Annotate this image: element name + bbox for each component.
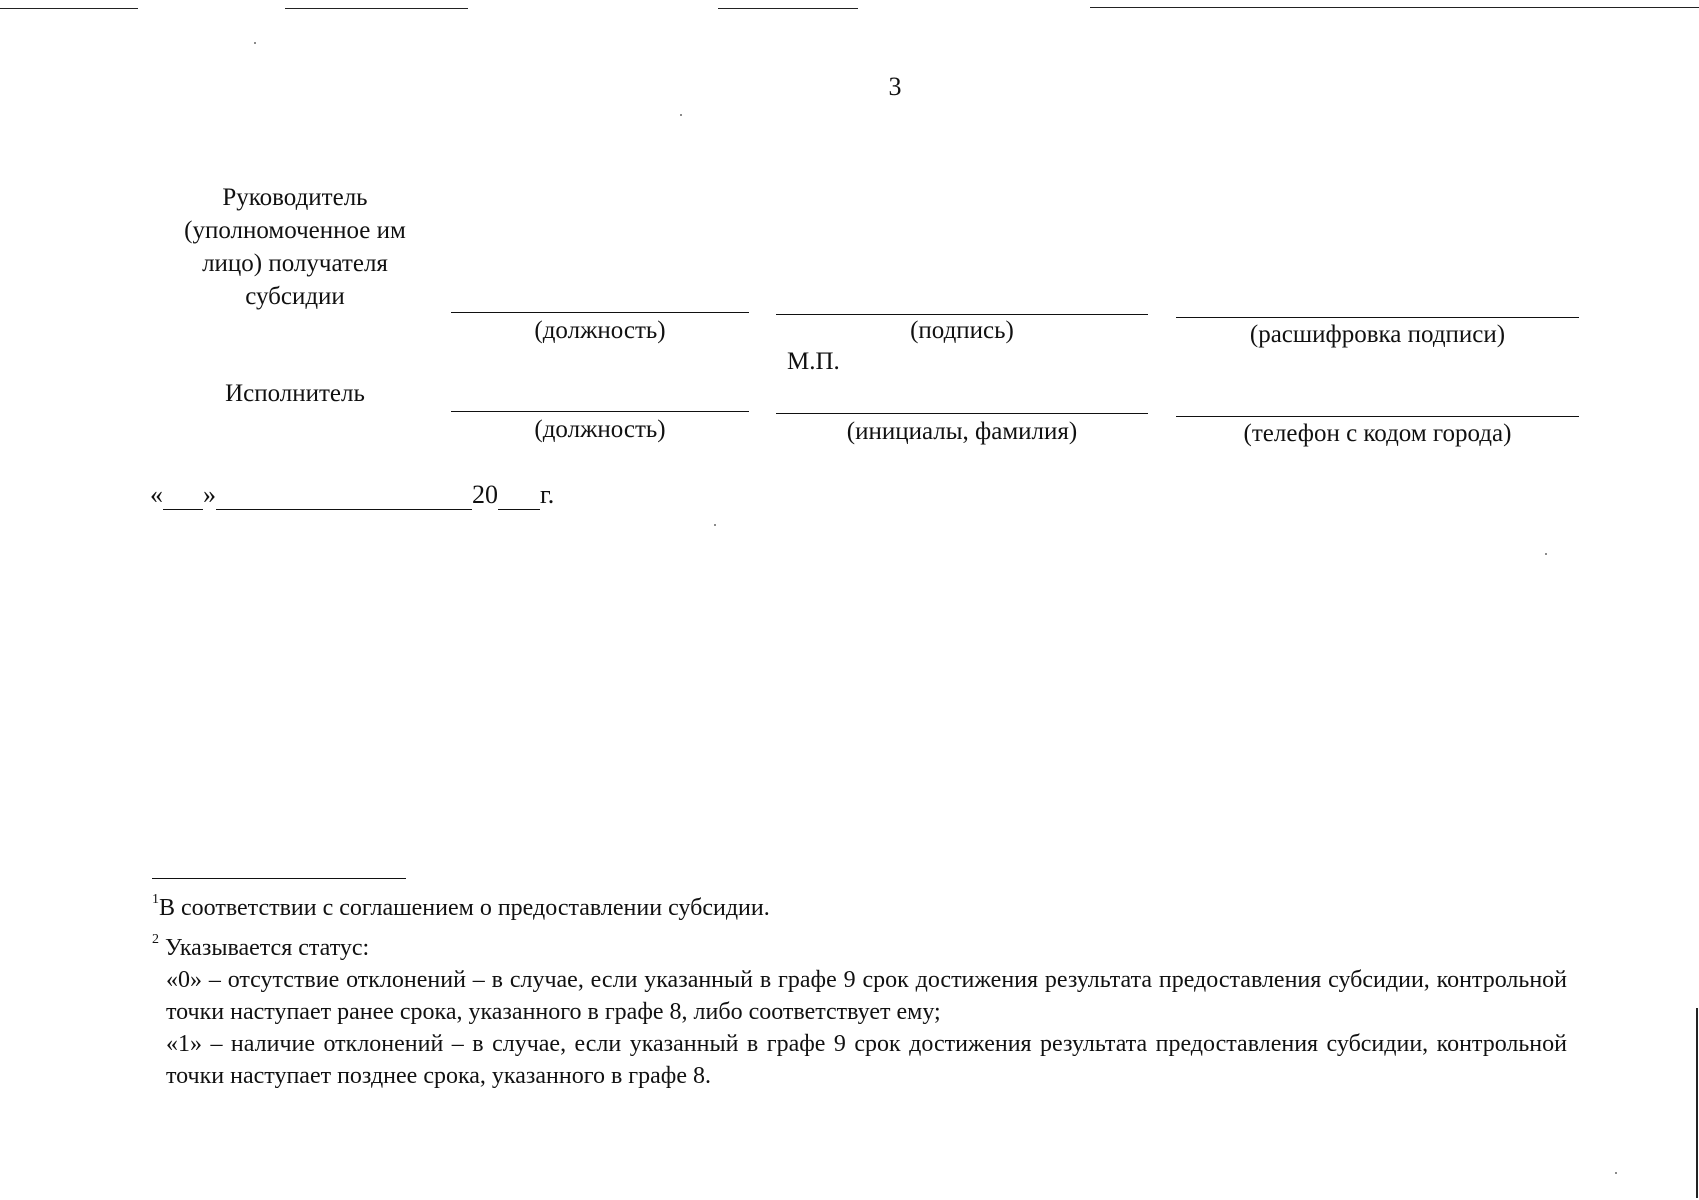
position-signature-line (451, 312, 749, 313)
signer-title-line: Руководитель (222, 184, 368, 211)
executor-position-line (451, 411, 749, 412)
status-1-definition: «1» – наличие отклонений – в случае, если указанный в графе 9 срок достижения результата предоставления субсидии, контрольной точки наступает позднее срока, указанного в графе 8. (166, 1031, 1567, 1089)
executor-phone-line (1176, 416, 1579, 417)
scan-speck (680, 114, 682, 116)
executor-name-caption: (инициалы, фамилия) (846, 418, 1078, 445)
date-line (150, 480, 554, 510)
signer-title-line: (уполномоченное им (184, 217, 406, 244)
signer-title-line: лицо) получателя (202, 250, 388, 277)
executor-phone-caption: (телефон с кодом города) (1243, 420, 1512, 447)
page-number: 3 (888, 72, 902, 101)
position-caption: (должность) (534, 317, 666, 344)
month-blank (216, 481, 472, 510)
footnote-text: В соответствии с соглашением о предоставлении субсидии. (159, 895, 770, 921)
scan-edge-artifact-right (1696, 1008, 1698, 1198)
scan-speck (714, 524, 716, 526)
executor-position-caption: (должность) (534, 416, 666, 443)
footnotes (152, 884, 1567, 1092)
signature-decoding-line (1176, 317, 1579, 318)
year-prefix: 20 (472, 480, 498, 509)
date-open-quote: « (150, 480, 163, 509)
signer-title (150, 181, 440, 313)
scan-speck (1615, 1172, 1617, 1174)
scan-speck (1545, 553, 1547, 555)
day-blank (163, 481, 203, 510)
status-0-definition: «0» – отсутствие отклонений – в случае, если указанный в графе 9 срок достижения результата предоставления субсидии, контрольной точки наступает ранее срока, указанного в графе 8, либо соответствует ему; (166, 967, 1567, 1025)
year-suffix: г. (540, 480, 555, 509)
year-blank (498, 481, 540, 510)
executor-name-line (776, 413, 1148, 414)
footnote-marker: 1 (152, 892, 159, 907)
signature-line (776, 314, 1148, 315)
stamp-mark: М.П. (787, 348, 840, 375)
scan-edge-artifact (0, 6, 1699, 10)
footnote-text: Указывается статус: (165, 935, 370, 961)
footnote-separator (152, 878, 406, 879)
signer-title-line: субсидии (245, 283, 345, 310)
signature-caption: (подпись) (910, 317, 1014, 344)
footnote-marker: 2 (152, 932, 159, 947)
footnote-1 (152, 884, 1567, 924)
footnote-2 (152, 924, 1567, 964)
date-close-quote: » (203, 480, 216, 509)
scan-speck (254, 42, 256, 44)
signature-decoding-caption: (расшифровка подписи) (1249, 321, 1506, 348)
executor-title: Исполнитель (225, 380, 365, 407)
